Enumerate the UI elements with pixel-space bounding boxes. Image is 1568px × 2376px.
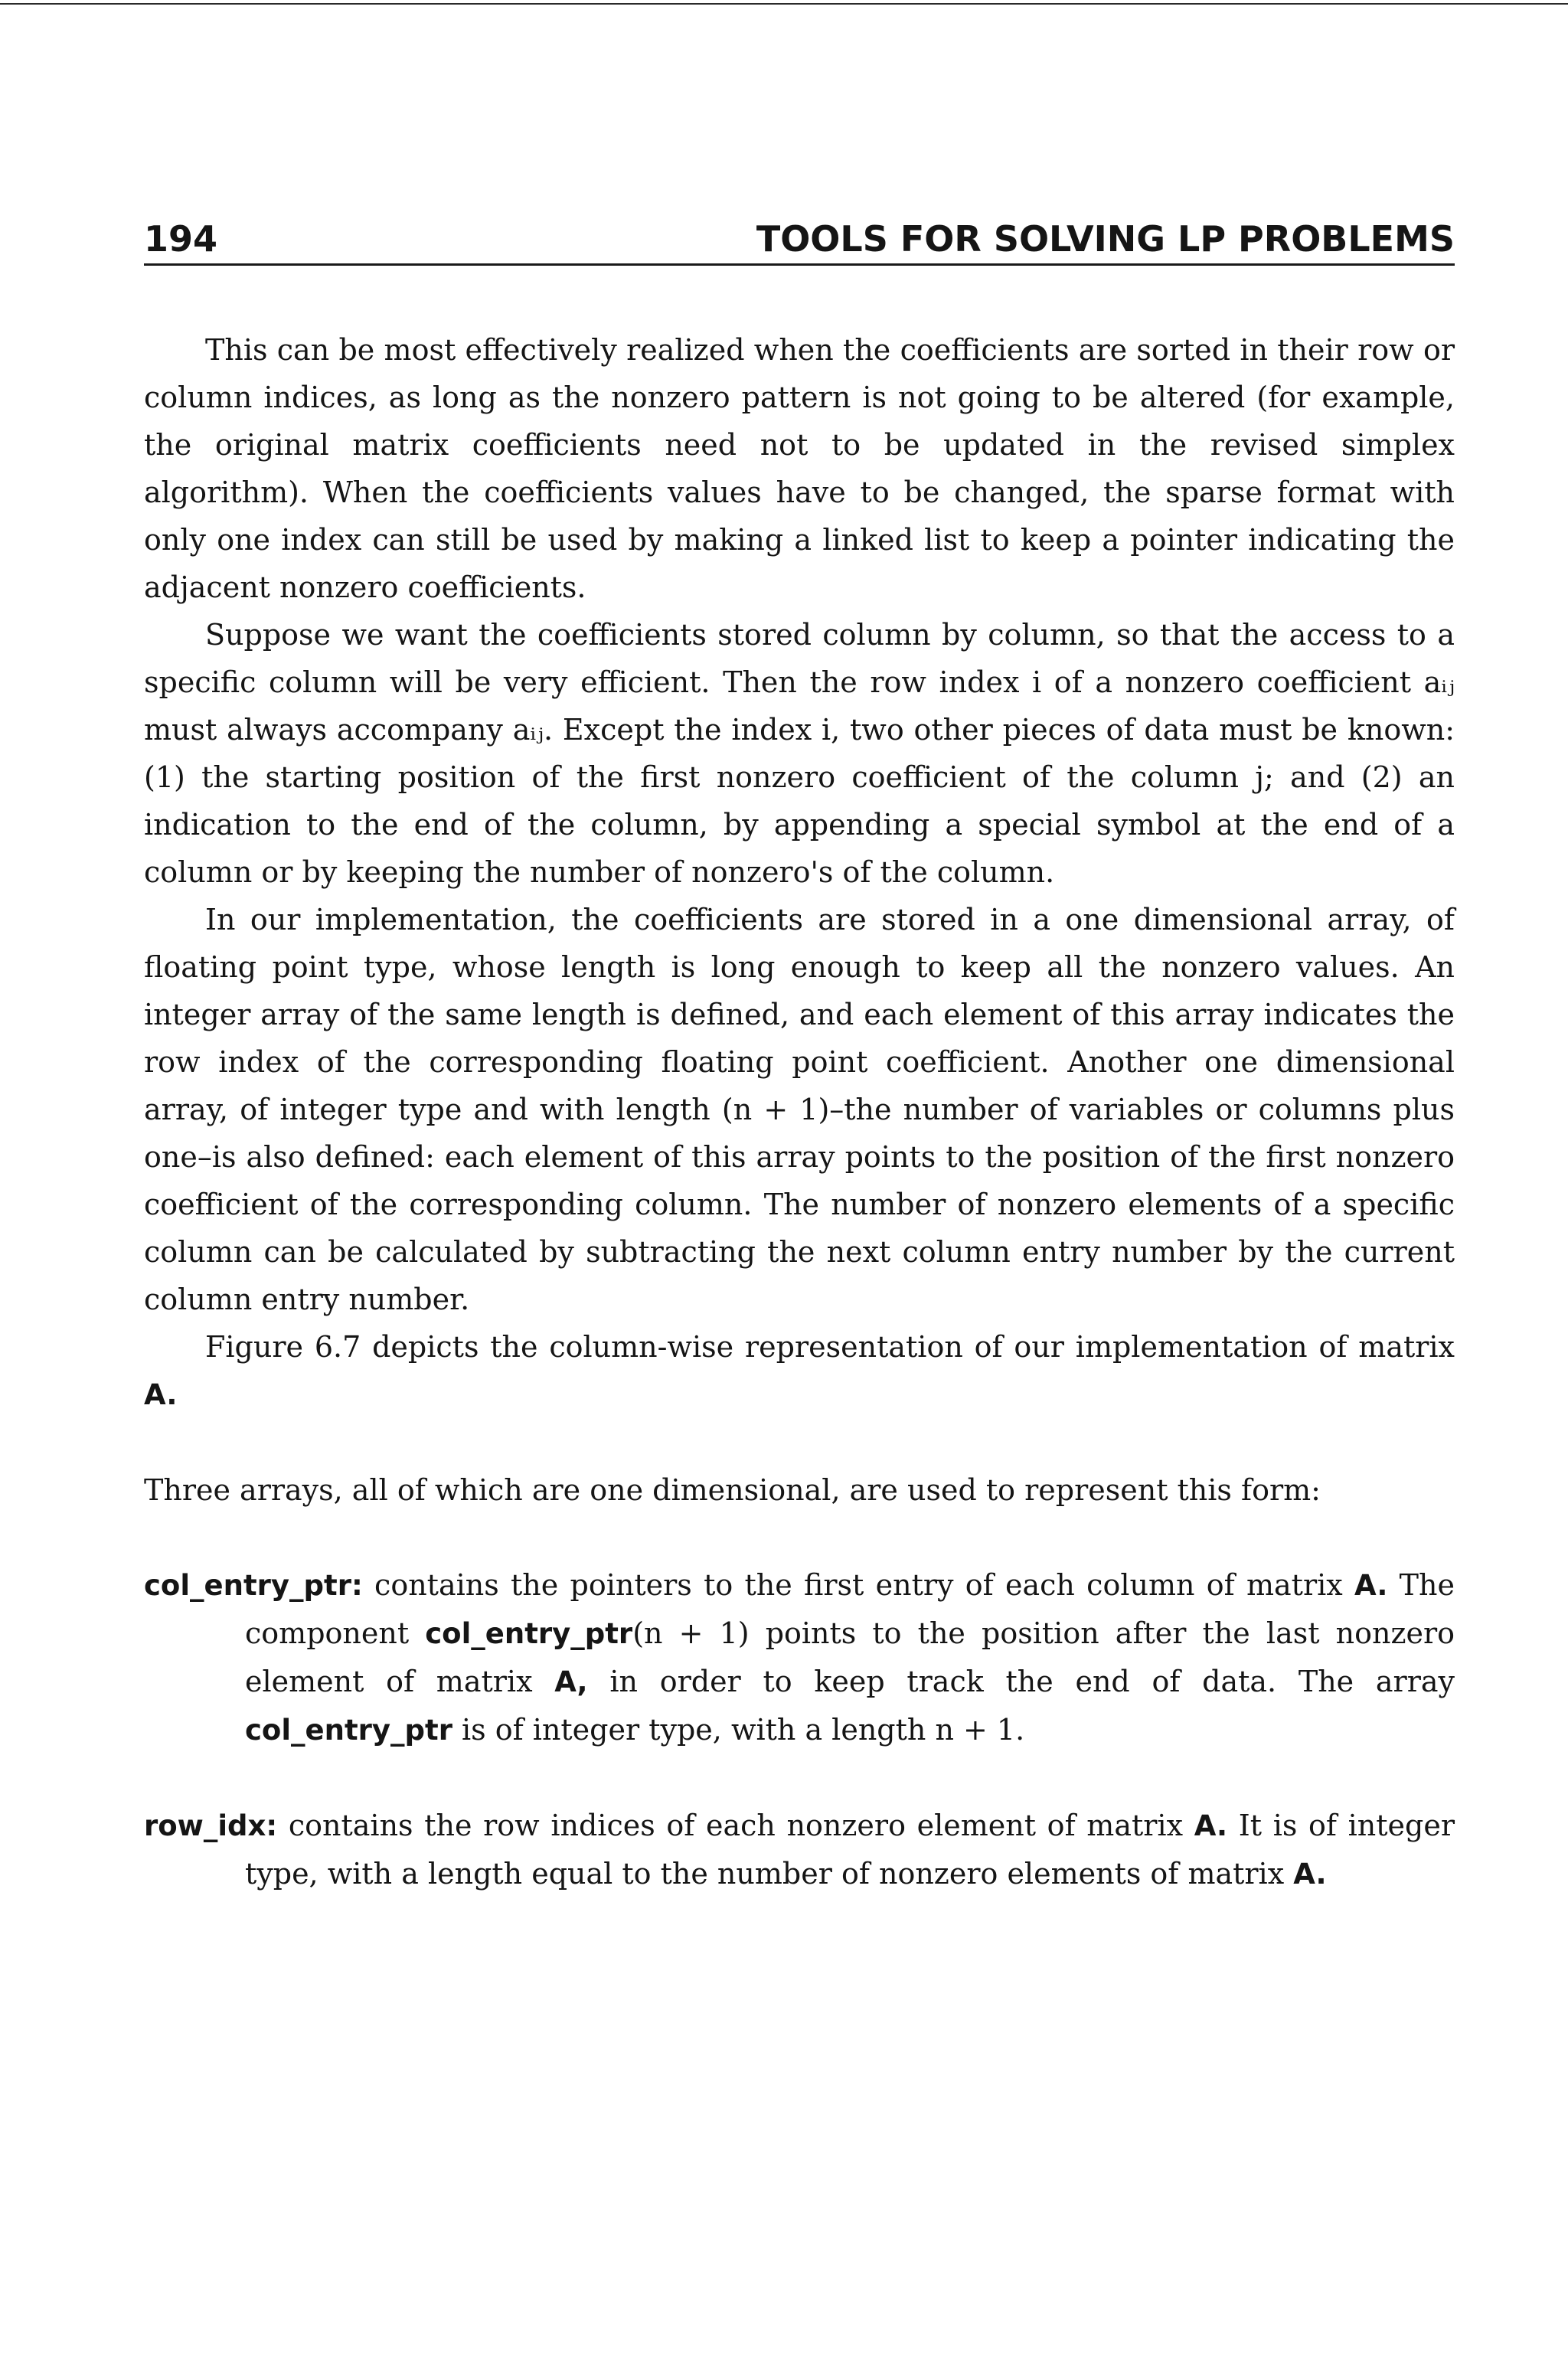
paragraph-3: In our implementation, the coefficients are stored in a one dimensional array, of floating point type, whose length is long enough to keep all the nonzero values. An integer array of the same length is defined, and each element of this array indicates the row index of the corresponding floating point coefficient. Another one dimensional array, of integer type and with length (n + 1)–the number of variables or columns plus one–is also defined: each element of this array points to the position of the first nonzero coefficient of the corresponding column. The number of nonzero elements of a specific column can be calculated by subtracting the next column entry number by the current column entry number. (144, 903, 1455, 1316)
definition-text: is of integer type, with a length n + 1. (452, 1713, 1025, 1747)
matrix-symbol: A. (144, 1378, 178, 1411)
definition-text: The component (245, 1568, 1455, 1650)
definition-text: (n + 1) points to the position after the last nonzero element of matrix (245, 1616, 1455, 1698)
figure-text: Figure 6.7 depicts the column-wise representation of our implementation of matrix (205, 1330, 1455, 1364)
matrix-symbol: A. (1354, 1569, 1388, 1602)
definition-list (144, 1561, 1455, 1898)
definition-text: contains the pointers to the first entry of each column of matrix (362, 1568, 1354, 1602)
definition-text: contains the row indices of each nonzero element of matrix (277, 1809, 1194, 1842)
definition-row-idx (144, 1802, 1455, 1898)
page-number: 194 (144, 218, 218, 260)
paragraph-4 (144, 1323, 1455, 1419)
definition-text: in order to keep track the end of data. The array (587, 1665, 1455, 1698)
matrix-symbol: A. (1194, 1809, 1228, 1842)
spacer (144, 1514, 1455, 1561)
arrays-intro: Three arrays, all of which are one dimensional, are used to represent this form: (144, 1473, 1321, 1507)
spacer (144, 1419, 1455, 1466)
top-rule (0, 3, 1568, 5)
matrix-symbol: A. (1293, 1858, 1327, 1891)
definition-term: col_entry_ptr: (144, 1569, 363, 1602)
array-name: col_entry_ptr (245, 1714, 452, 1747)
running-title: TOOLS FOR SOLVING LP PROBLEMS (756, 218, 1455, 260)
definition-text: It is of integer type, with a length equal to the number of nonzero elements of matrix (245, 1809, 1455, 1891)
spacer (144, 1754, 1455, 1802)
paragraph-1: This can be most effectively realized when the coefficients are sorted in their row or column indices, as long as the nonzero pattern is not going to be altered (for example, the original matrix coefficients need not to be updated in the revised simplex algorithm). When the coefficients values have to be changed, the sparse format with only one index can still be used by making a linked list to keep a pointer indicating the adjacent nonzero coefficients. (144, 333, 1455, 604)
definition-col-entry-ptr (144, 1561, 1455, 1754)
page-body (144, 326, 1455, 1898)
page-header (144, 208, 1455, 266)
definition-term: row_idx: (144, 1809, 278, 1842)
array-name: col_entry_ptr (425, 1617, 633, 1650)
paragraph-2: Suppose we want the coefficients stored column by column, so that the access to a specific column will be very efficient. Then the row index i of a nonzero coefficient aᵢⱼ must always accompany aᵢⱼ. Except the index i, two other pieces of data must be known: (1) the starting position of the first nonzero coefficient of the column j; and (2) an indication to the end of the column, by appending a special symbol at the end of a column or by keeping the number of nonzero's of the column. (144, 618, 1455, 889)
matrix-symbol: A, (554, 1665, 588, 1698)
